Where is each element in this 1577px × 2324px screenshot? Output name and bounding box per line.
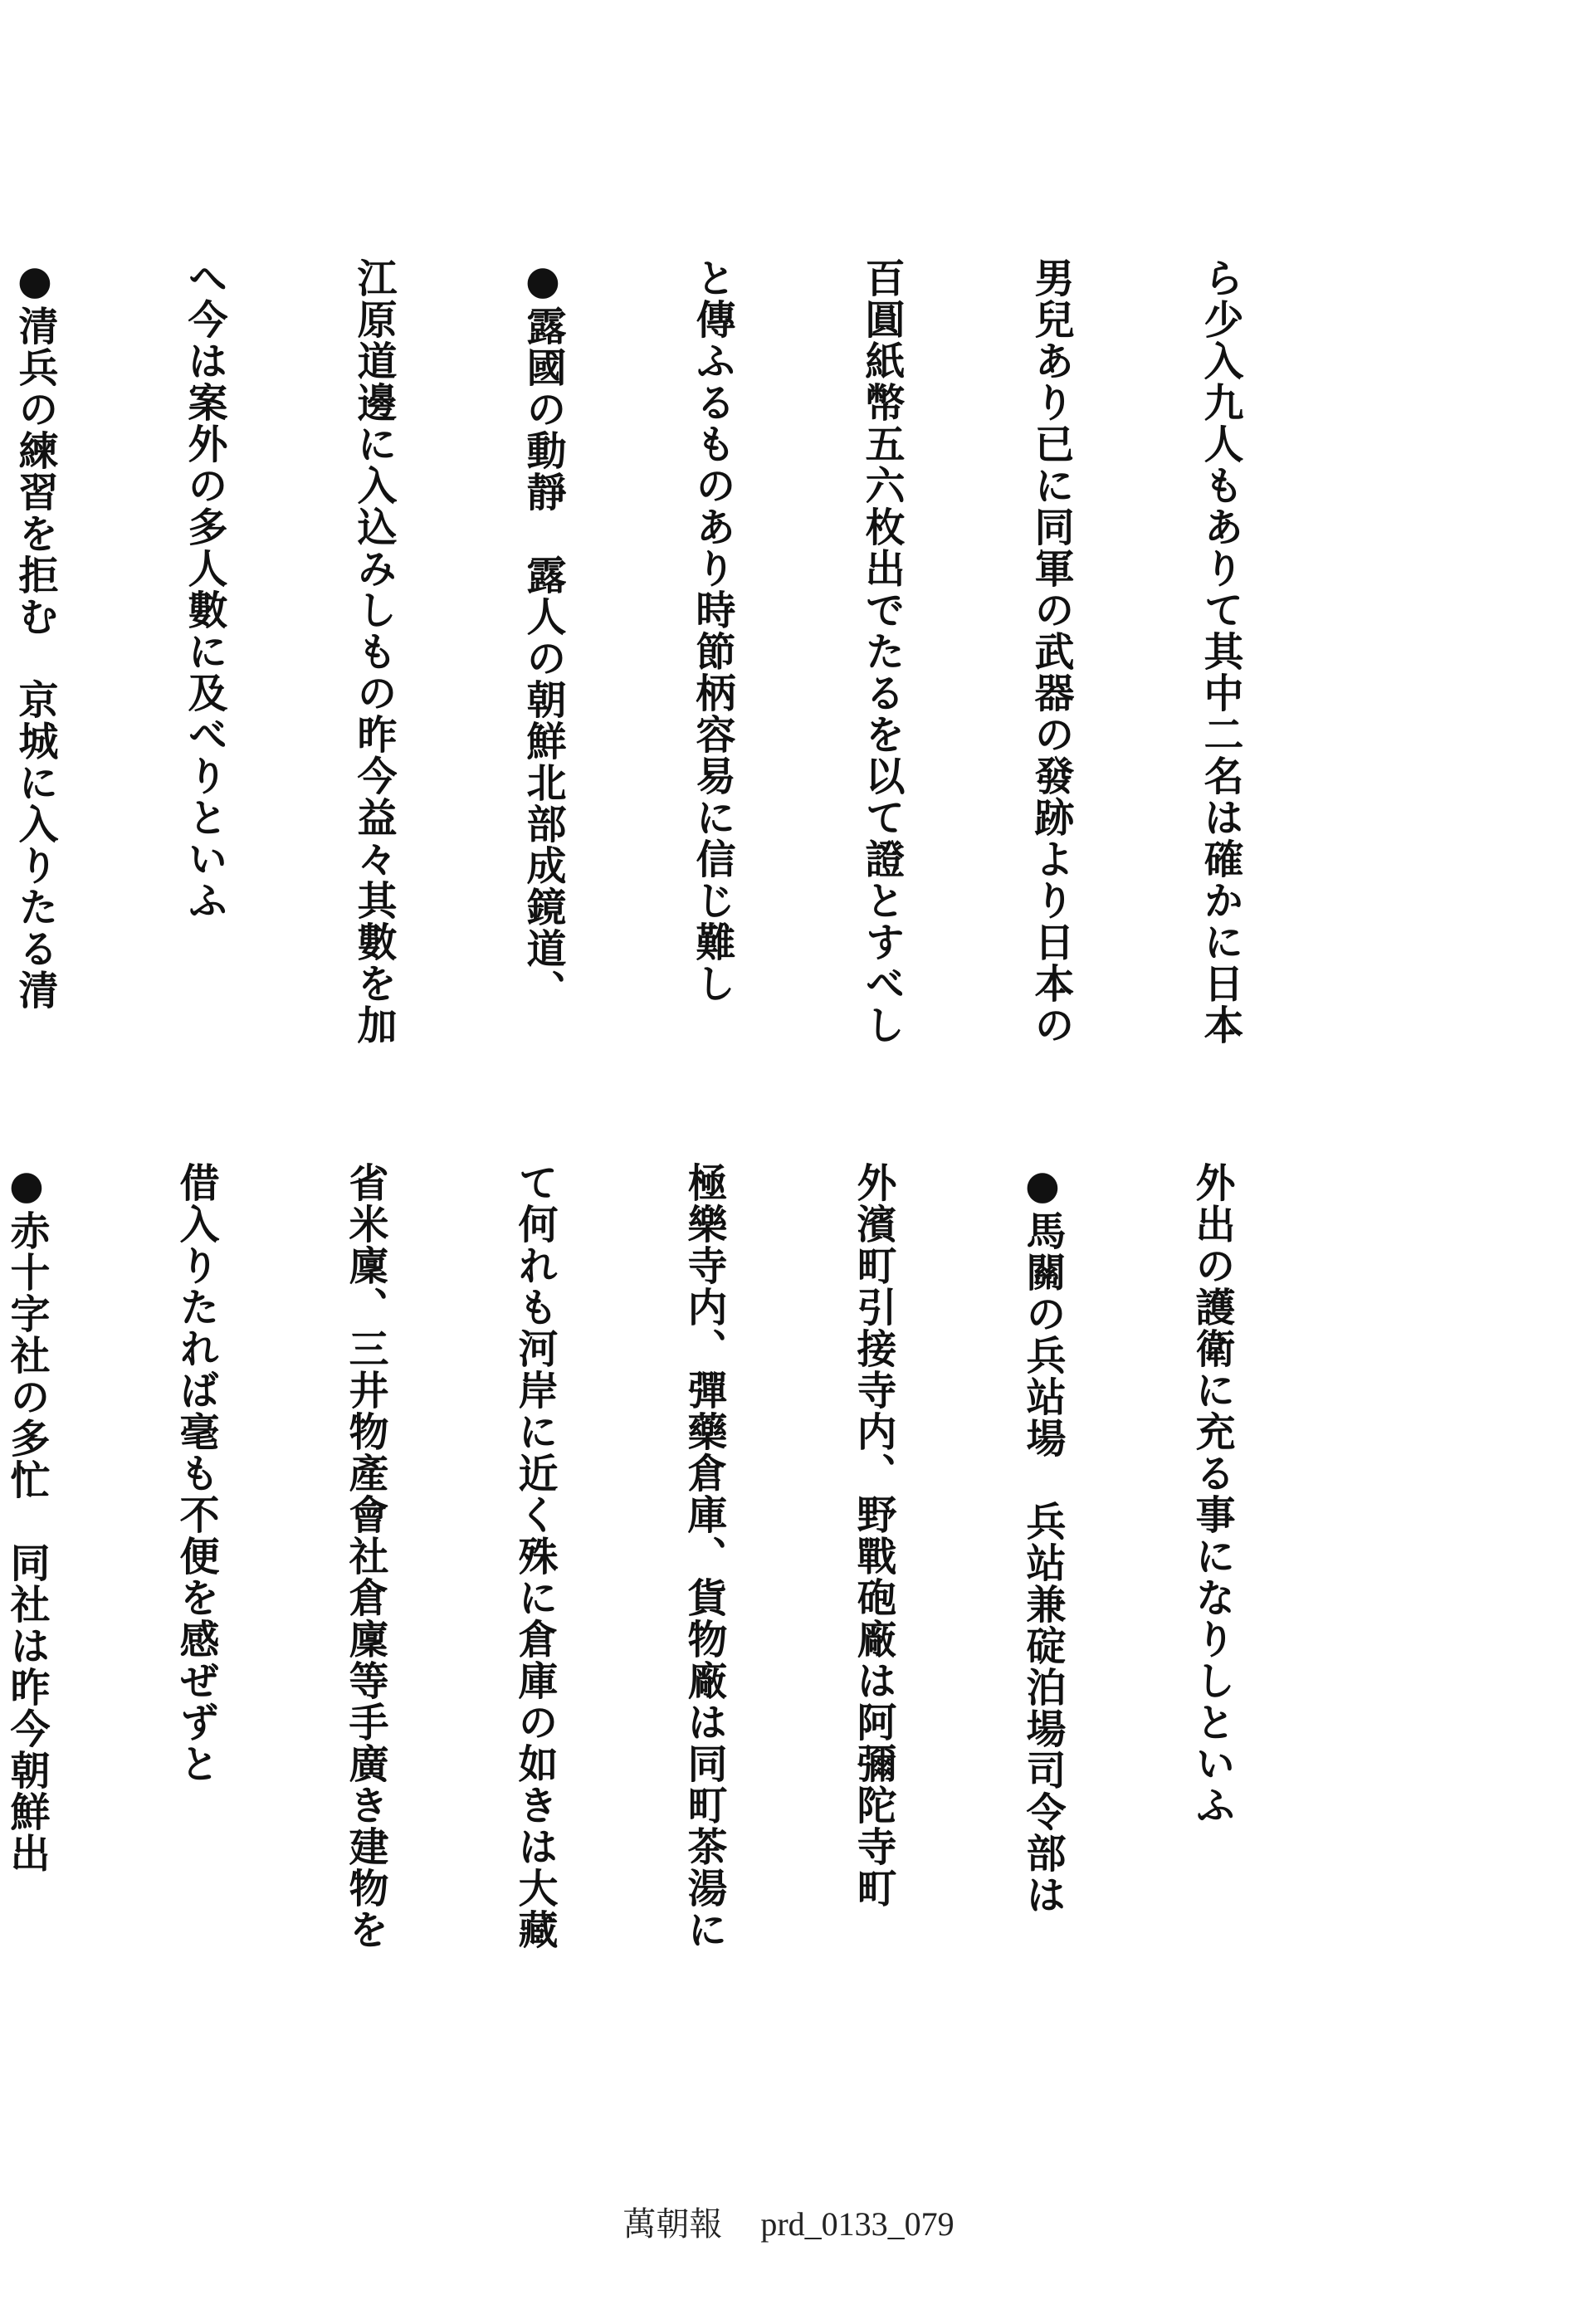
page-caption <box>0 2198 1577 2245</box>
page-code: prd_0133_079 <box>760 2205 954 2243</box>
text-column: 省米廩、三井物產會社倉廩等手廣き建物を <box>342 1162 388 1950</box>
text-column: 江原道邊に入込みしもの昨今益々其數を加 <box>350 257 397 1046</box>
text-column: と傳ふるものあり時節柄容易に信じ難し <box>689 257 735 1004</box>
text-column: 百圓紙幣五六枚出でたるを以て證とすべし <box>858 257 905 1046</box>
upper-article-block <box>12 257 1361 1170</box>
text-column: ら少入九人もありて其中二名は確かに日本 <box>1197 257 1243 1046</box>
article-heading-column: ●露國の動靜 露人の朝鮮北部成鏡道、 <box>520 257 566 1011</box>
text-column: へ今は案外の多人數に及べりといふ <box>181 257 227 921</box>
text-column: 外出の護衛に充る事になりしといふ <box>1189 1162 1235 1826</box>
text-column: て何れも河岸に近く殊に倉庫の如きは大藏 <box>511 1162 558 1950</box>
text-column: 借入りたれば毫も不便を感ぜずと <box>173 1162 219 1784</box>
lower-article-block <box>3 1162 1353 2108</box>
newspaper-name: 萬朝報 <box>622 2205 723 2243</box>
text-column: 極樂寺内、彈藥倉庫、貨物廠は同町茶湯に <box>681 1162 727 1950</box>
article-heading-column: ●赤十字社の多忙 同社は昨今朝鮮出 <box>3 1162 50 1874</box>
article-heading-column: ●清兵の練習を拒む 京城に入りたる清 <box>12 257 58 1011</box>
article-heading-column: ●馬關の兵站場 兵站兼碇泊場司令部は <box>1019 1162 1066 1916</box>
text-column: 男兒あり已に同軍の武器の發跡より日本の <box>1028 257 1074 1046</box>
text-column: 外濱町引接寺内、野戰砲廠は阿彌陀寺町 <box>850 1162 896 1909</box>
